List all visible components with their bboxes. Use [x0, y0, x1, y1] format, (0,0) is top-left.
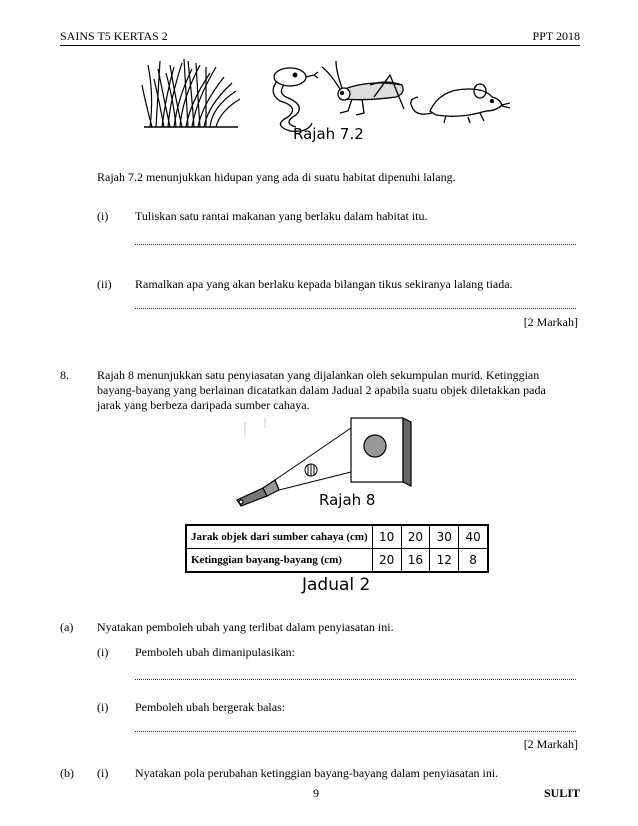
q8-number: 8. [60, 368, 69, 382]
q8a-marks: [2 Markah] [523, 737, 578, 751]
table-jadual-2 [185, 524, 489, 573]
background-marks [245, 418, 265, 436]
q8-intro-line-1: Rajah 8 menunjukkan satu penyiasatan yang dijalankan oleh sekumpulan murid. Ketinggian [97, 368, 540, 382]
q7-i-answer-line[interactable] [135, 244, 576, 245]
q8a-i-number: (i) [97, 645, 109, 659]
figure-8-caption: Rajah 8 [319, 491, 376, 509]
q7-i-text: Tuliskan satu rantai makanan yang berlaku dalam habitat itu. [135, 209, 428, 223]
snake-icon [273, 68, 318, 131]
figure-7-2 [140, 55, 510, 135]
q7-i-number: (i) [97, 209, 109, 223]
header-subject: SAINS T5 KERTAS 2 [60, 29, 168, 43]
row-label-shadow-height: Ketinggian bayang-bayang (cm) [186, 549, 372, 573]
distance-value: 10 [372, 525, 401, 549]
distance-value: 30 [430, 525, 459, 549]
distance-value: 20 [401, 525, 430, 549]
grasshopper-icon [322, 61, 404, 115]
q8a-ii-number: (i) [97, 700, 109, 714]
screen-icon [351, 418, 411, 486]
q8a-text: Nyatakan pemboleh ubah yang terlibat dalam penyiasatan ini. [97, 620, 394, 634]
distance-value: 40 [459, 525, 488, 549]
page-number: 9 [313, 786, 319, 800]
q8-intro-line-2: bayang-bayang yang berlainan dicatatkan dalam Jadual 2 apabila suatu objek diletakkan pada [97, 383, 546, 397]
q8a-ii-answer-line[interactable] [135, 731, 576, 732]
shadow-height-value: 8 [459, 549, 488, 573]
figure-7-2-caption: Rajah 7.2 [293, 125, 364, 143]
shadow-height-value: 12 [430, 549, 459, 573]
q7-ii-text: Ramalkan apa yang akan berlaku kepada bilangan tikus sekiranya lalang tiada. [135, 277, 513, 291]
shadow-height-value: 20 [372, 549, 401, 573]
q7-ii-answer-line[interactable] [135, 308, 576, 309]
q8b-i-number: (i) [97, 766, 109, 780]
table-row [186, 549, 488, 573]
q7-ii-number: (ii) [97, 277, 112, 291]
header-exam: PPT 2018 [532, 29, 580, 43]
q8-intro-line-3: jarak yang berbeza daripada sumber cahaya. [97, 398, 310, 412]
mouse-icon [411, 84, 510, 123]
footer-sulit: SULIT [543, 786, 580, 800]
q8a-i-text: Pemboleh ubah dimanipulasikan: [135, 645, 295, 659]
q8a-i-answer-line[interactable] [135, 679, 576, 680]
q7-intro: Rajah 7.2 menunjukkan hidupan yang ada di suatu habitat dipenuhi lalang. [97, 170, 456, 184]
q8b-number: (b) [60, 766, 74, 780]
q8b-i-text: Nyatakan pola perubahan ketinggian bayang-bayang dalam penyiasatan ini. [135, 766, 499, 780]
flashlight-icon [237, 480, 279, 506]
q8a-ii-text: Pemboleh ubah bergerak balas: [135, 700, 286, 714]
ball-object-icon [305, 464, 317, 476]
header-rule [60, 45, 580, 46]
q8a-number: (a) [60, 620, 74, 634]
table-row [186, 525, 488, 549]
row-label-distance: Jarak objek dari sumber cahaya (cm) [186, 525, 372, 549]
q7-marks: [2 Markah] [523, 315, 578, 329]
table-caption: Jadual 2 [302, 575, 371, 595]
grass-icon [142, 59, 240, 127]
light-beam [275, 428, 351, 490]
shadow-height-value: 16 [401, 549, 430, 573]
